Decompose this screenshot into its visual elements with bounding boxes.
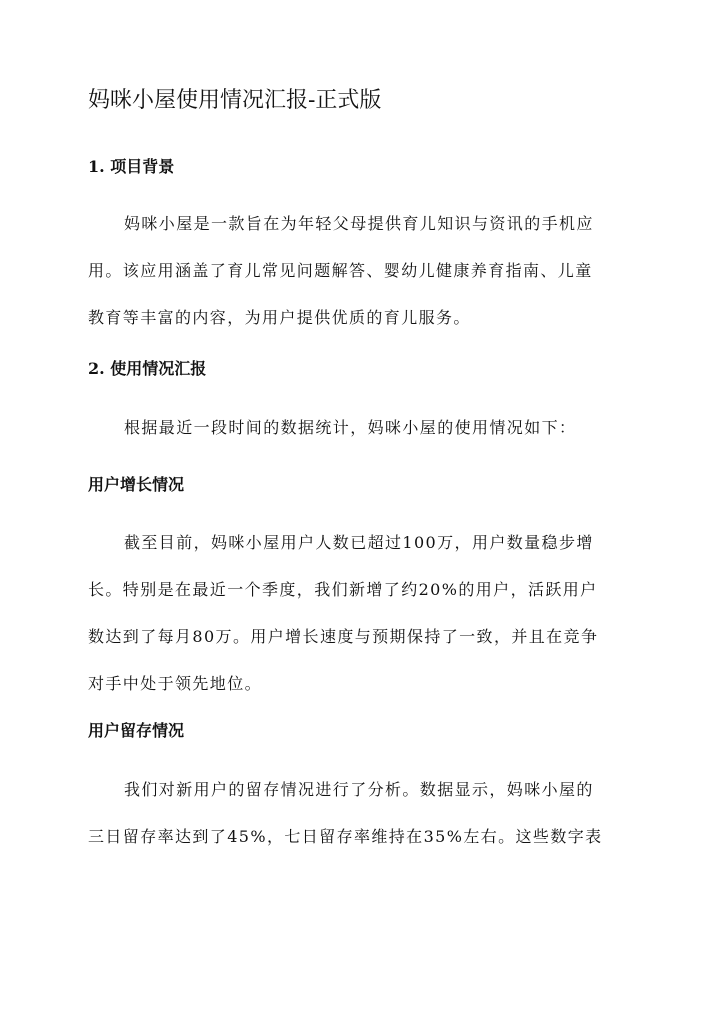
paragraph-user-retention — [88, 766, 633, 860]
paragraph-line: 我们对新用户的留存情况进行了分析。数据显示，妈咪小屋的 — [124, 780, 594, 799]
document-title: 妈咪小屋使用情况汇报-正式版 — [88, 88, 382, 113]
paragraph-project-background — [88, 200, 633, 341]
section-heading-project-background: 1. 项目背景 — [88, 157, 175, 176]
paragraph-line: 截至目前，妈咪小屋用户人数已超过100万，用户数量稳步增 — [124, 533, 594, 552]
paragraph-line: 三日留存率达到了45%，七日留存率维持在35%左右。这些数字表 — [88, 827, 603, 846]
section-heading-user-growth: 用户增长情况 — [88, 475, 185, 494]
paragraph-line: 长。特别是在最近一个季度，我们新增了约20%的用户，活跃用户 — [88, 580, 598, 599]
paragraph-line: 妈咪小屋是一款旨在为年轻父母提供育儿知识与资讯的手机应 — [124, 214, 594, 233]
paragraph-line: 教育等丰富的内容，为用户提供优质的育儿服务。 — [88, 308, 471, 327]
section-heading-usage-report: 2. 使用情况汇报 — [88, 359, 207, 378]
paragraph-line: 数达到了每月80万。用户增长速度与预期保持了一致，并且在竞争 — [88, 627, 599, 646]
section-heading-user-retention: 用户留存情况 — [88, 721, 185, 740]
paragraph-usage-report — [88, 404, 633, 451]
paragraph-line: 根据最近一段时间的数据统计，妈咪小屋的使用情况如下： — [124, 418, 577, 437]
paragraph-line: 对手中处于领先地位。 — [88, 674, 263, 693]
paragraph-line: 用。该应用涵盖了育儿常见问题解答、婴幼儿健康养育指南、儿童 — [88, 261, 593, 280]
paragraph-user-growth — [88, 519, 633, 707]
